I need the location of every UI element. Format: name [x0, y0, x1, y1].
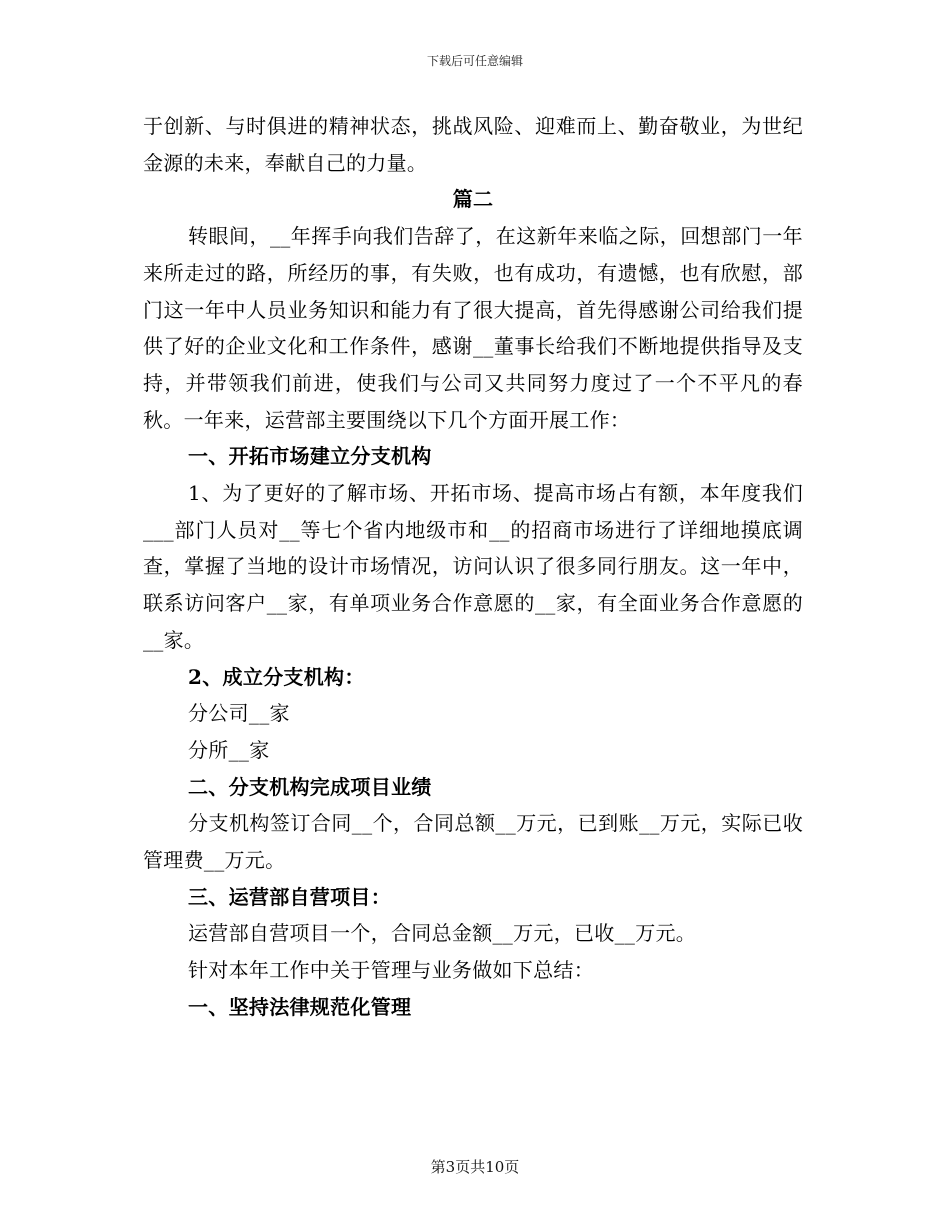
- document-body: [143, 108, 803, 1026]
- heading-legal-management: 一、坚持法律规范化管理: [188, 994, 412, 1019]
- paragraph-market-survey: 1、为了更好的了解市场、开拓市场、提高市场占有额，本年度我们___部门人员对__等七个省内地级市和__的招商市场进行了详细地摸底调查，掌握了当地的设计市场情况，访问认识了很多同行朋友。这一年中，联系访问客户__家，有单项业务合作意愿的__家，有全面业务合作意愿的__家。: [143, 481, 803, 652]
- intro-paragraph: 转眼间，__年挥手向我们告辞了，在这新年来临之际，回想部门一年来所走过的路，所经历的事，有失败，也有成功，有遗憾，也有欣慰，部门这一年中人员业务知识和能力有了很大提高，首先得感谢公司给我们提供了好的企业文化和工作条件，感谢__董事长给我们不断地提供指导及支持，并带领我们前进，使我们与公司又共同努力度过了一个不平凡的春秋。一年来，运营部主要围绕以下几个方面开展工作：: [143, 224, 803, 432]
- line-branch-offices: 分所__家: [188, 737, 270, 762]
- section-title: 篇二: [452, 187, 494, 212]
- paragraph-continuation: 于创新、与时俱进的精神状态，挑战风险、迎难而上、勤奋敬业，为世纪金源的未来，奉献自己的力量。: [143, 114, 803, 175]
- heading-branch-performance: 二、分支机构完成项目业绩: [188, 774, 432, 799]
- heading-market-expansion: 一、开拓市场建立分支机构: [188, 444, 432, 469]
- paragraph-self-operated: 运营部自营项目一个，合同总金额__万元，已收__万元。: [188, 921, 697, 946]
- paragraph-branch-contracts: 分支机构签订合同__个，合同总额__万元，已到账__万元，实际已收管理费__万元。: [143, 811, 803, 873]
- page-footer: 第3页共10页: [430, 1158, 520, 1176]
- heading-self-operated: 三、运营部自营项目：: [188, 884, 391, 909]
- heading-branches: 2、成立分支机构：: [188, 664, 365, 689]
- line-branch-companies: 分公司__家: [188, 701, 290, 726]
- paragraph-summary-intro: 针对本年工作中关于管理与业务做如下总结：: [188, 958, 594, 983]
- page-header: 下载后可任意编辑: [426, 54, 523, 68]
